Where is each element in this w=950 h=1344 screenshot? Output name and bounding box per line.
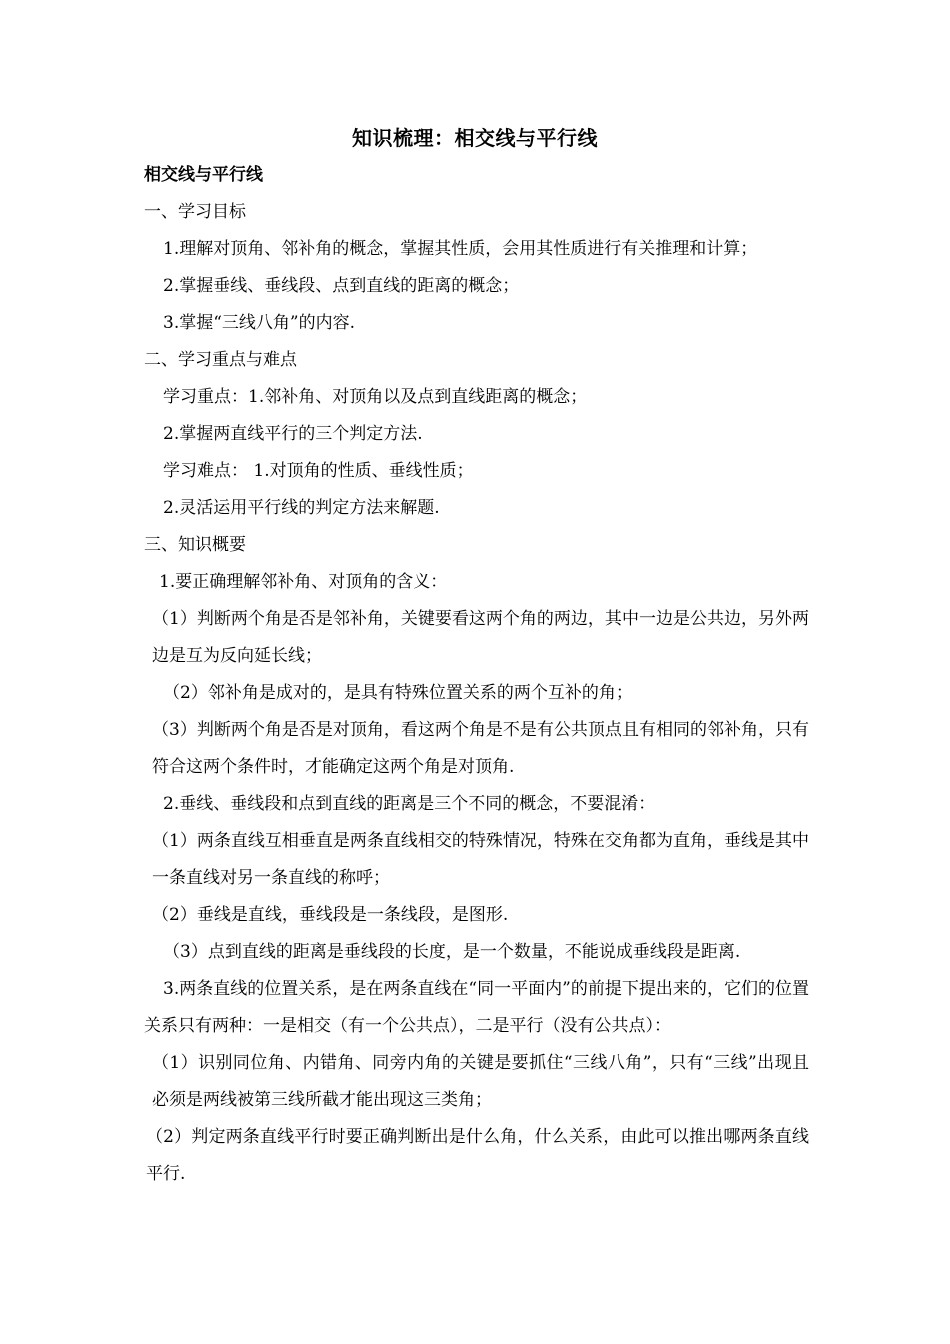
heading-learning-goals: 一、学习目标	[144, 202, 246, 222]
document-body	[144, 157, 809, 1193]
paragraph-1-3: （3）判断两个角是否是对顶角，看这两个角是不是有公共顶点且有相同的邻补角，只有符合这两个条件时，才能确定这两个角是对顶角.	[152, 720, 809, 777]
paragraph-2-2: （2）垂线是直线，垂线段是一条线段，是图形.	[152, 905, 509, 925]
document-title: 知识梳理：相交线与平行线	[352, 126, 598, 150]
paragraph-1-2: （2）邻补角是成对的，是具有特殊位置关系的两个互补的角；	[163, 683, 633, 703]
key-point-1: 学习重点：1.邻补角、对顶角以及点到直线距离的概念；	[163, 387, 588, 407]
paragraph-3-1: （1）识别同位角、内错角、同旁内角的关键是要抓住“三线八角”，只有“三线”出现且必须是两线被第三线所截才能出现这三类角；	[152, 1053, 809, 1110]
paragraph-2-1: （1）两条直线互相垂直是两条直线相交的特殊情况，特殊在交角都为直角，垂线是其中一条直线对另一条直线的称呼；	[152, 831, 809, 888]
section-subtitle: 相交线与平行线	[144, 165, 263, 185]
goal-item-3: 3.掌握“三线八角”的内容.	[163, 313, 356, 333]
overview-item-3: 3.两条直线的位置关系，是在两条直线在“同一平面内”的前提下提出来的，它们的位置关系只有两种：一是相交（有一个公共点），二是平行（没有公共点）：	[144, 979, 809, 1036]
paragraph-3-2: （2）判定两条直线平行时要正确判断出是什么角，什么关系，由此可以推出哪两条直线平行.	[146, 1127, 809, 1184]
goal-item-1: 1.理解对顶角、邻补角的概念，掌握其性质，会用其性质进行有关推理和计算；	[163, 239, 758, 259]
overview-item-2: 2.垂线、垂线段和点到直线的距离是三个不同的概念，不要混淆：	[163, 794, 656, 814]
heading-overview: 三、知识概要	[144, 535, 246, 555]
difficulty-2: 2.灵活运用平行线的判定方法来解题.	[163, 498, 440, 518]
paragraph-1-1: （1）判断两个角是否是邻补角，关键要看这两个角的两边，其中一边是公共边，另外两边是互为反向延长线；	[152, 609, 809, 666]
difficulty-1: 学习难点： 1.对顶角的性质、垂线性质；	[163, 461, 474, 481]
heading-key-points: 二、学习重点与难点	[144, 350, 297, 370]
goal-item-2: 2.掌握垂线、垂线段、点到直线的距离的概念；	[163, 276, 520, 296]
paragraph-2-3: （3）点到直线的距离是垂线段的长度，是一个数量，不能说成垂线段是距离.	[163, 942, 741, 962]
overview-item-1: 1.要正确理解邻补角、对顶角的含义：	[159, 572, 448, 592]
key-point-2: 2.掌握两直线平行的三个判定方法.	[163, 424, 423, 444]
